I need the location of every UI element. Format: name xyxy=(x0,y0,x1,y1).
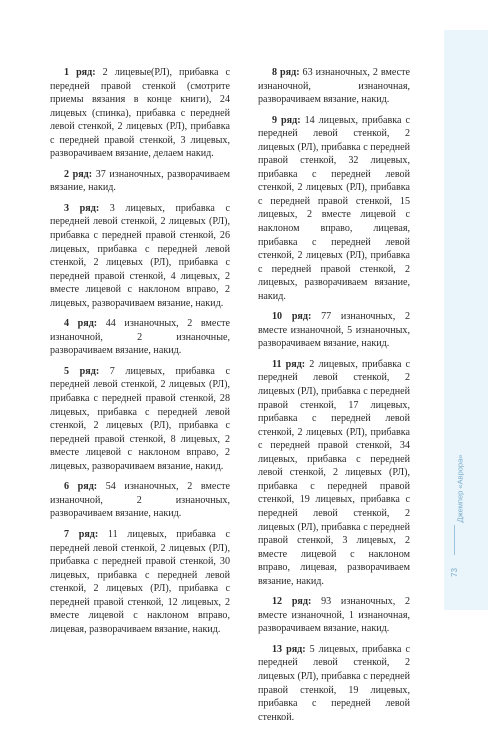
pattern-row xyxy=(258,66,410,107)
row-label: 6 ряд: xyxy=(64,481,98,493)
row-text: 11 лицевых, прибавка с передней левой стенкой, 2 лицевых (РЛ), прибавка с передней правой стенкой, 30 лицевых, прибавка с передней левой стенкой, 2 лицевых (РЛ), прибавка с передней правой стенкой, 12 лицевых, 2 вместе лицевой с наклоном вправо, лицевая, разворачиваем вязание, накид. xyxy=(50,528,230,635)
pattern-row xyxy=(50,480,230,521)
row-text: 5 лицевых, прибавка с передней левой стенкой, 2 лицевых (РЛ), прибавка с передней правой стенкой, 19 лицевых, прибавка с передней левой стенкой. xyxy=(258,643,410,723)
left-column xyxy=(50,66,230,643)
pattern-row xyxy=(50,365,230,473)
row-label: 10 ряд: xyxy=(272,311,312,323)
row-label: 8 ряд: xyxy=(272,67,300,78)
pattern-row xyxy=(50,202,230,310)
row-label: 1 ряд: xyxy=(64,67,96,78)
row-label: 13 ряд: xyxy=(272,643,306,655)
side-divider xyxy=(454,525,455,555)
row-label: 2 ряд: xyxy=(64,168,93,180)
row-text: 54 изнаночных, 2 вместе изнаночной, 2 изнаночных, разворачиваем вязание, накид. xyxy=(50,481,230,520)
row-label: 7 ряд: xyxy=(64,528,99,540)
row-label: 3 ряд: xyxy=(64,202,100,214)
row-text: 77 изнаночных, 2 вместе изнаночной, 5 изнаночных, разворачиваем вязание, накид. xyxy=(258,311,410,350)
pattern-row xyxy=(258,114,410,304)
page-number: 73 xyxy=(449,568,459,577)
row-text: 2 лицевых, прибавка с передней левой стенкой, 2 лицевых (РЛ), прибавка с передней правой стенкой, 17 лицевых, прибавка с передней левой стенкой, 2 лицевых (РЛ), прибавка с передней правой стенкой, 34 лицевых, прибавка с передней левой стенкой, 2 лицевых (РЛ), прибавка с передней правой стенкой, 19 лицевых, прибавка с передней левой стенкой, 2 лицевых (РЛ), прибавка с передней правой стенкой, 3 лицевых, 2 вместе лицевой с наклоном вправо, лицевая, разворачиваем вязание, накид. xyxy=(258,358,411,587)
pattern-row xyxy=(50,528,230,636)
row-label: 9 ряд: xyxy=(272,114,301,126)
pattern-row xyxy=(258,310,410,351)
row-label: 12 ряд: xyxy=(272,596,312,608)
running-head: Джемпер «Аврора» xyxy=(455,454,465,523)
pattern-row xyxy=(50,168,230,195)
row-text: 37 изнаночных, разворачиваем вязание, накид. xyxy=(50,168,230,194)
row-text: 3 лицевых, прибавка с передней левой стенкой, 2 лицевых (РЛ), прибавка с передней правой стенкой, 26 лицевых, прибавка с передней левой стенкой, 2 лицевых (РЛ), прибавка с передней правой стенкой, 4 лицевых, 2 вместе лицевой с наклоном вправо, 2 лицевых, разворачиваем вязание, накид. xyxy=(50,202,230,309)
pattern-row xyxy=(258,358,410,588)
side-margin-strip xyxy=(444,30,488,610)
row-text: 14 лицевых, прибавка с передней левой стенкой, 2 лицевых (РЛ), прибавка с передней правой стенкой, 32 лицевых, прибавка с передней левой стенкой, 2 лицевых (РЛ), прибавка с передней правой стенкой, 15 лицевых, 2 вместе лицевой с наклоном вправо, лицевая, прибавка с передней левой стенкой, 2 лицевых (РЛ), прибавка с передней правой стенкой, 2 лицевых, разворачиваем вязание, накид. xyxy=(258,114,410,302)
row-text: 63 изнаночных, 2 вместе изнаночной, изнаночная, разворачиваем вязание, накид. xyxy=(258,67,410,106)
row-label: 4 ряд: xyxy=(64,318,98,330)
pattern-row xyxy=(258,643,410,724)
row-text: 44 изнаночных, 2 вместе изнаночной, 2 изнаночные, разворачиваем вязание, накид. xyxy=(50,318,230,357)
pattern-row xyxy=(258,595,410,636)
row-text: 7 лицевых, прибавка с передней левой стенкой, 2 лицевых (РЛ), прибавка с передней правой стенкой, 28 лицевых, прибавка с передней левой стенкой, 2 лицевых (РЛ), прибавка с передней правой стенкой, 8 лицевых, 2 вместе лицевой с наклоном вправо, 2 лицевых, разворачиваем вязание, накид. xyxy=(50,365,230,472)
right-column xyxy=(258,66,410,731)
pattern-row xyxy=(50,317,230,358)
pattern-row xyxy=(50,66,230,161)
row-text: 2 лицевые(РЛ), прибавка с передней правой стенкой (смотрите приемы вязания в конце книги), 24 лицевых (спинка), прибавка с передней левой стенкой, 2 лицевых (РЛ), прибавка с передней правой стенкой, 3 лицевых, разворачиваем вязание, делаем накид. xyxy=(50,67,230,160)
row-label: 11 ряд: xyxy=(272,358,306,370)
row-text: 93 изнаночных, 2 вместе изнаночной, 1 изнаночная, разворачиваем вязание, накид. xyxy=(258,596,410,635)
row-label: 5 ряд: xyxy=(64,365,100,377)
